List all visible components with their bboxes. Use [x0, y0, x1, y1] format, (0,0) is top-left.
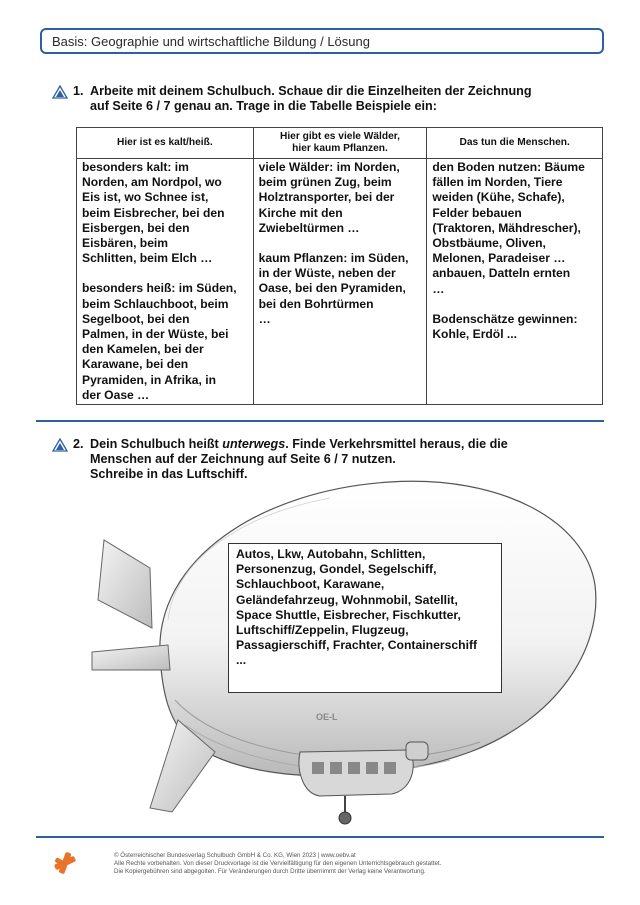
- task-1-number: 1.: [73, 84, 84, 98]
- cell-line: bei den Bohrtürmen: [258, 296, 374, 311]
- footer-line: © Österreichischer Bundesverlag Schulbuch GmbH & Co. KG, Wien 2023 | www.oebv.at: [114, 852, 356, 859]
- cell-line: Segelboot, bei den: [82, 311, 190, 326]
- cell-line: fällen im Norden, Tiere: [432, 175, 563, 190]
- landing-wheel: [339, 812, 351, 824]
- column-header-vegetation-line: hier kaum Pflanzen.: [292, 143, 388, 154]
- answer-line: Space Shuttle, Eisbrecher, Fischkutter,: [236, 607, 461, 622]
- cell-line: Eis ist, wo Schnee ist,: [82, 190, 209, 205]
- cell-line: …: [258, 311, 271, 326]
- cell-line: beim grünen Zug, beim: [258, 175, 392, 190]
- answer-line: Passagierschiff, Frachter, Containerschiff: [236, 638, 478, 653]
- cell-line: Schlitten, beim Elch …: [82, 251, 213, 266]
- gondola-window: [366, 762, 378, 774]
- cell-line: anbauen, Datteln ernten: [432, 266, 571, 281]
- answer-line: Autos, Lkw, Autobahn, Schlitten,: [236, 547, 426, 561]
- cell-line: Kohle, Erdöl ...: [432, 327, 517, 342]
- cell-line: in der Wüste, neben der: [258, 266, 396, 281]
- cell-line: besonders kalt: im: [82, 160, 189, 174]
- cell-line: Felder bebauen: [432, 205, 522, 220]
- page-title: Basis: Geographie und wirtschaftliche Bildung / Lösung: [52, 33, 370, 49]
- cell-line: den Boden nutzen: Bäume: [432, 160, 585, 174]
- gondola-window: [348, 762, 360, 774]
- task-2-line: Schreibe in das Luftschiff.: [90, 467, 248, 481]
- footer-line: Die Kopiergebühren sind abgegolten. Für Veränderungen durch Dritte übernimmt der Verlag keine Verantwortung.: [114, 868, 426, 876]
- cell-line: Kirche mit den: [258, 205, 343, 220]
- answer-line: Geländefahrzeug, Wohnmobil, Satellit,: [236, 592, 458, 607]
- cell-line: (Traktoren, Mähdrescher),: [432, 220, 581, 235]
- cell-line: Oase, bei den Pyramiden,: [258, 281, 406, 296]
- cell-line: weiden (Kühe, Schafe),: [432, 190, 565, 205]
- tail-fin-side: [92, 645, 170, 670]
- gondola-window: [330, 762, 342, 774]
- book-title: unterwegs: [222, 437, 286, 451]
- cell-line: Karawane, bei den: [82, 357, 189, 372]
- cell-line: Obstbäume, Oliven,: [432, 236, 546, 251]
- cell-line: Bodenschätze gewinnen:: [432, 311, 578, 326]
- cell-line: Eisbergen, bei den: [82, 220, 190, 235]
- cell-line: besonders heiß: im Süden,: [82, 281, 237, 296]
- footer-line: Alle Rechte vorbehalten. Von dieser Druckvorlage ist die Vervielfältigung für den eigenen Unterrichtsgebrauch gestattet.: [114, 860, 442, 868]
- cell-line: …: [432, 281, 445, 296]
- airship-answer-box: [228, 543, 502, 693]
- oebv-logo-icon: [52, 850, 78, 876]
- column-header-vegetation-line: Hier gibt es viele Wälder,: [279, 131, 400, 142]
- tail-fin-upper: [98, 540, 152, 628]
- cell-line: Norden, am Nordpol, wo: [82, 175, 222, 190]
- answer-line: Luftschiff/Zeppelin, Flugzeug,: [236, 623, 409, 638]
- column-header-people: Das tun die Menschen.: [427, 128, 603, 159]
- cell-line: Palmen, in der Wüste, bei: [82, 327, 229, 342]
- cell-line: Pyramiden, in Afrika, in: [82, 372, 216, 387]
- cell-line: beim Schlauchboot, beim: [82, 296, 229, 311]
- cell-line: Melonen, Paradeiser …: [432, 251, 566, 266]
- engine-pod: [406, 742, 428, 760]
- cell-line: Holztransporter, bei der: [258, 190, 395, 205]
- answer-line: Schlauchboot, Karawane,: [236, 577, 385, 592]
- answer-line: Personenzug, Gondel, Segelschiff,: [236, 562, 437, 577]
- cell-line: beim Eisbrecher, bei den: [82, 205, 225, 220]
- gondola-window: [312, 762, 324, 774]
- gondola-window: [384, 762, 396, 774]
- footer-divider: [36, 836, 604, 838]
- cell-line: den Kamelen, bei der: [82, 342, 204, 357]
- task-2-number: 2.: [73, 437, 84, 451]
- cell-line: kaum Pflanzen: im Süden,: [258, 251, 409, 266]
- airship-registration: OE-L: [316, 712, 338, 722]
- task-2-text: . Finde Verkehrsmittel heraus, die die: [285, 437, 508, 451]
- cell-line: Zwiebeltürmen …: [258, 220, 360, 235]
- cell-line: viele Wälder: im Norden,: [258, 160, 400, 174]
- cell-line: Eisbären, beim: [82, 236, 169, 251]
- answer-line: ...: [236, 653, 247, 668]
- task-2-line: Menschen auf der Zeichnung auf Seite 6 / 7 nutzen.: [90, 452, 396, 466]
- task-2-text: Dein Schulbuch heißt: [90, 437, 223, 451]
- cell-line: der Oase …: [82, 387, 150, 402]
- column-header-climate: Hier ist es kalt/heiß.: [77, 128, 254, 159]
- footer-copyright: [114, 852, 441, 877]
- task-1-line: Arbeite mit deinem Schulbuch. Schaue dir die Einzelheiten der Zeichnung: [90, 84, 532, 98]
- task-1-line: auf Seite 6 / 7 genau an. Trage in die Tabelle Beispiele ein:: [90, 99, 437, 113]
